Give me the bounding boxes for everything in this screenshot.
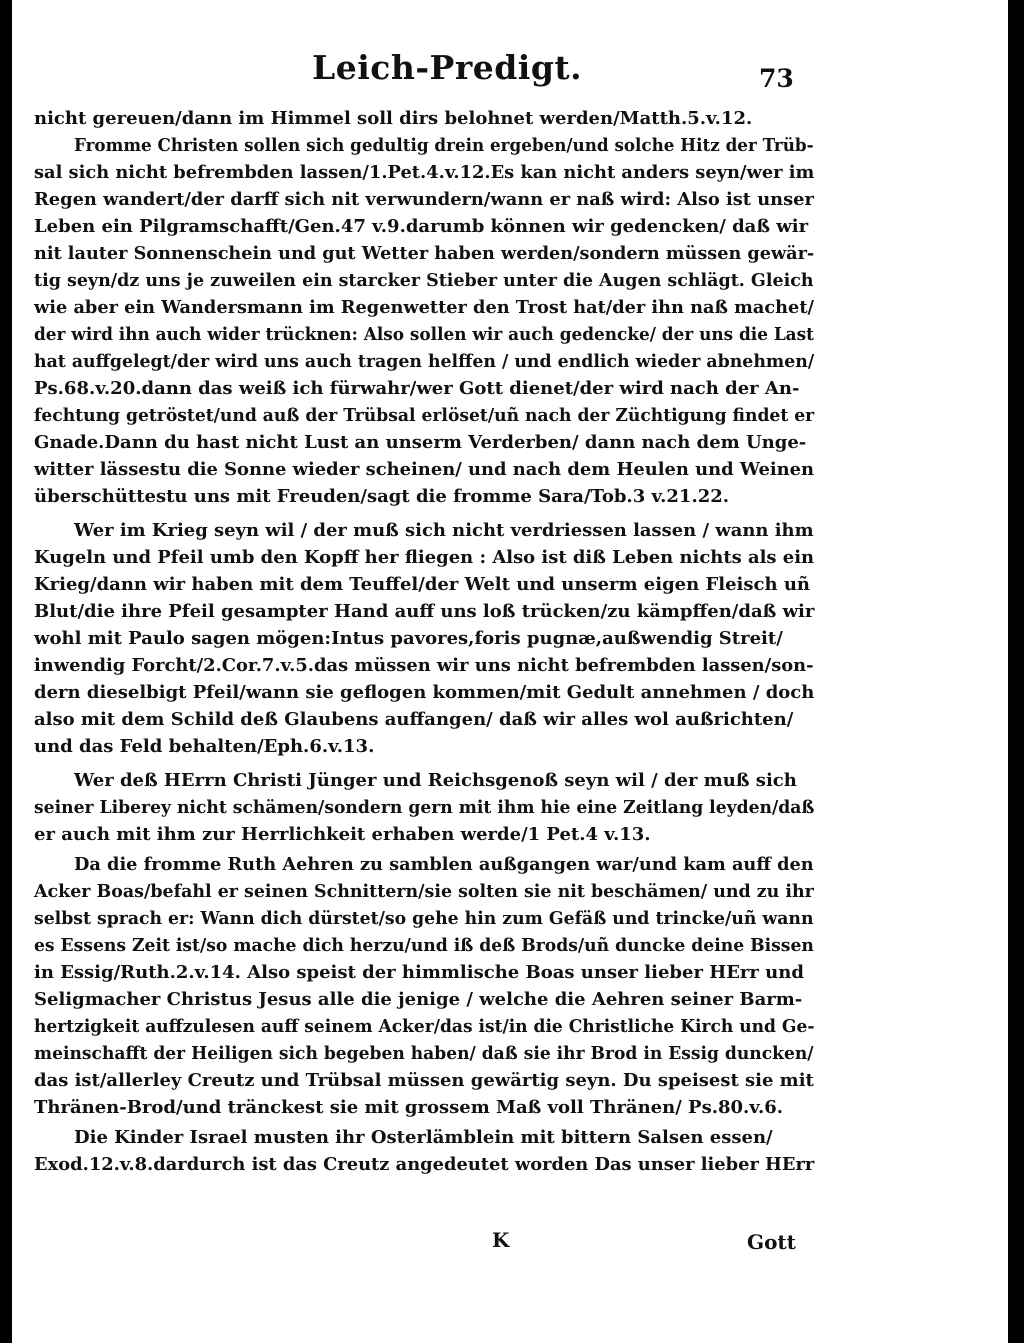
text-line: meinschafft der Heiligen sich begeben haben/ daß sie ihr Brod in Essig duncken/ [34, 1043, 814, 1064]
text-line: wie aber ein Wandersmann im Regenwetter den Trost hat/der ihn naß machet/ [34, 297, 814, 318]
text-line: Gnade.Dann du hast nicht Lust an unserm Verderben/ dann nach dem Unge- [34, 432, 807, 453]
text-line: Regen wandert/der darff sich nit verwundern/wann er naß wird: Also ist unser [34, 189, 814, 210]
running-title: Leich-Predigt. [312, 48, 583, 87]
book-page [12, 0, 1008, 1343]
text-line: Kugeln und Pfeil umb den Kopff her fliegen : Also ist diß Leben nichts als ein [34, 547, 815, 568]
text-line: und das Feld behalten/Eph.6.v.13. [34, 736, 375, 757]
text-line: Seligmacher Christus Jesus alle die jenige / welche die Aehren seiner Barm- [34, 989, 803, 1010]
catchword: Gott [747, 1230, 796, 1254]
text-line: Leben ein Pilgramschafft/Gen.47 v.9.darumb können wir gedencken/ daß wir [34, 216, 809, 237]
text-line: also mit dem Schild deß Glaubens auffangen/ daß wir alles wol außrichten/ [34, 709, 794, 730]
text-line: Blut/die ihre Pfeil gesampter Hand auff uns loß trücken/zu kämpffen/daß wir [34, 601, 815, 622]
text-line: Die Kinder Israel musten ihr Osterlämblein mit bittern Salsen essen/ [74, 1127, 773, 1148]
signature-mark: K [492, 1228, 510, 1252]
text-line: selbst sprach er: Wann dich dürstet/so gehe hin zum Gefäß und trincke/uñ wann [34, 908, 814, 929]
text-line: er auch mit ihm zur Herrlichkeit erhaben werde/1 Pet.4 v.13. [34, 824, 651, 845]
text-line: Wer im Krieg seyn wil / der muß sich nicht verdriessen lassen / wann ihm [74, 520, 814, 541]
page-number: 73 [759, 64, 794, 93]
text-line: Fromme Christen sollen sich gedultig drein ergeben/und solche Hitz der Trüb- [74, 135, 814, 156]
text-line: Krieg/dann wir haben mit dem Teuffel/der Welt und unserm eigen Fleisch uñ [34, 574, 811, 595]
text-line: hertzigkeit auffzulesen auff seinem Acker/das ist/in die Christliche Kirch und Ge- [34, 1016, 815, 1037]
text-line: Acker Boas/befahl er seinen Schnittern/sie solten sie nit beschämen/ und zu ihr [34, 881, 814, 902]
text-line: der wird ihn auch wider trücknen: Also sollen wir auch gedencke/ der uns die Last [34, 324, 814, 345]
text-line: Wer deß HErrn Christi Jünger und Reichsgenoß seyn wil / der muß sich [74, 770, 797, 791]
text-line: in Essig/Ruth.2.v.14. Also speist der himmlische Boas unser lieber HErr und [34, 962, 804, 983]
text-line: dern dieselbigt Pfeil/wann sie geflogen kommen/mit Gedult annehmen / doch [34, 682, 815, 703]
text-line: nicht gereuen/dann im Himmel soll dirs belohnet werden/Matth.5.v.12. [34, 108, 753, 129]
text-line: tig seyn/dz uns je zuweilen ein starcker Stieber unter die Augen schlägt. Gleich [34, 270, 814, 291]
text-line: es Essens Zeit ist/so mache dich herzu/und iß deß Brods/uñ duncke deine Bissen [34, 935, 814, 956]
text-line: fechtung getröstet/und auß der Trübsal erlöset/uñ nach der Züchtigung findet er [34, 405, 815, 426]
text-line: Thränen-Brod/und tränckest sie mit grossem Maß voll Thränen/ Ps.80.v.6. [34, 1097, 784, 1118]
text-line: das ist/allerley Creutz und Trübsal müssen gewärtig seyn. Du speisest sie mit [34, 1070, 814, 1091]
text-line: hat auffgelegt/der wird uns auch tragen helffen / und endlich wieder abnehmen/ [34, 351, 815, 372]
text-line: Ps.68.v.20.dann das weiß ich fürwahr/wer Gott dienet/der wird nach der An- [34, 378, 800, 399]
text-line: überschüttestu uns mit Freuden/sagt die fromme Sara/Tob.3 v.21.22. [34, 486, 730, 507]
text-line: wohl mit Paulo sagen mögen:Intus pavores,foris pugnæ,außwendig Streit/ [34, 628, 783, 649]
text-line: Exod.12.v.8.dardurch ist das Creutz angedeutet worden Das unser lieber HErr [34, 1154, 815, 1175]
text-line: inwendig Forcht/2.Cor.7.v.5.das müssen wir uns nicht befrembden lassen/son- [34, 655, 814, 676]
text-line: sal sich nicht befrembden lassen/1.Pet.4.v.12.Es kan nicht anders seyn/wer im [34, 162, 815, 183]
text-line: witter lässestu die Sonne wieder scheinen/ und nach dem Heulen und Weinen [34, 459, 815, 480]
text-line: Da die fromme Ruth Aehren zu samblen außgangen war/und kam auff den [74, 854, 814, 875]
text-line: seiner Liberey nicht schämen/sondern gern mit ihm hie eine Zeitlang leyden/daß [34, 797, 815, 818]
text-line: nit lauter Sonnenschein und gut Wetter haben werden/sondern müssen gewär- [34, 243, 815, 264]
